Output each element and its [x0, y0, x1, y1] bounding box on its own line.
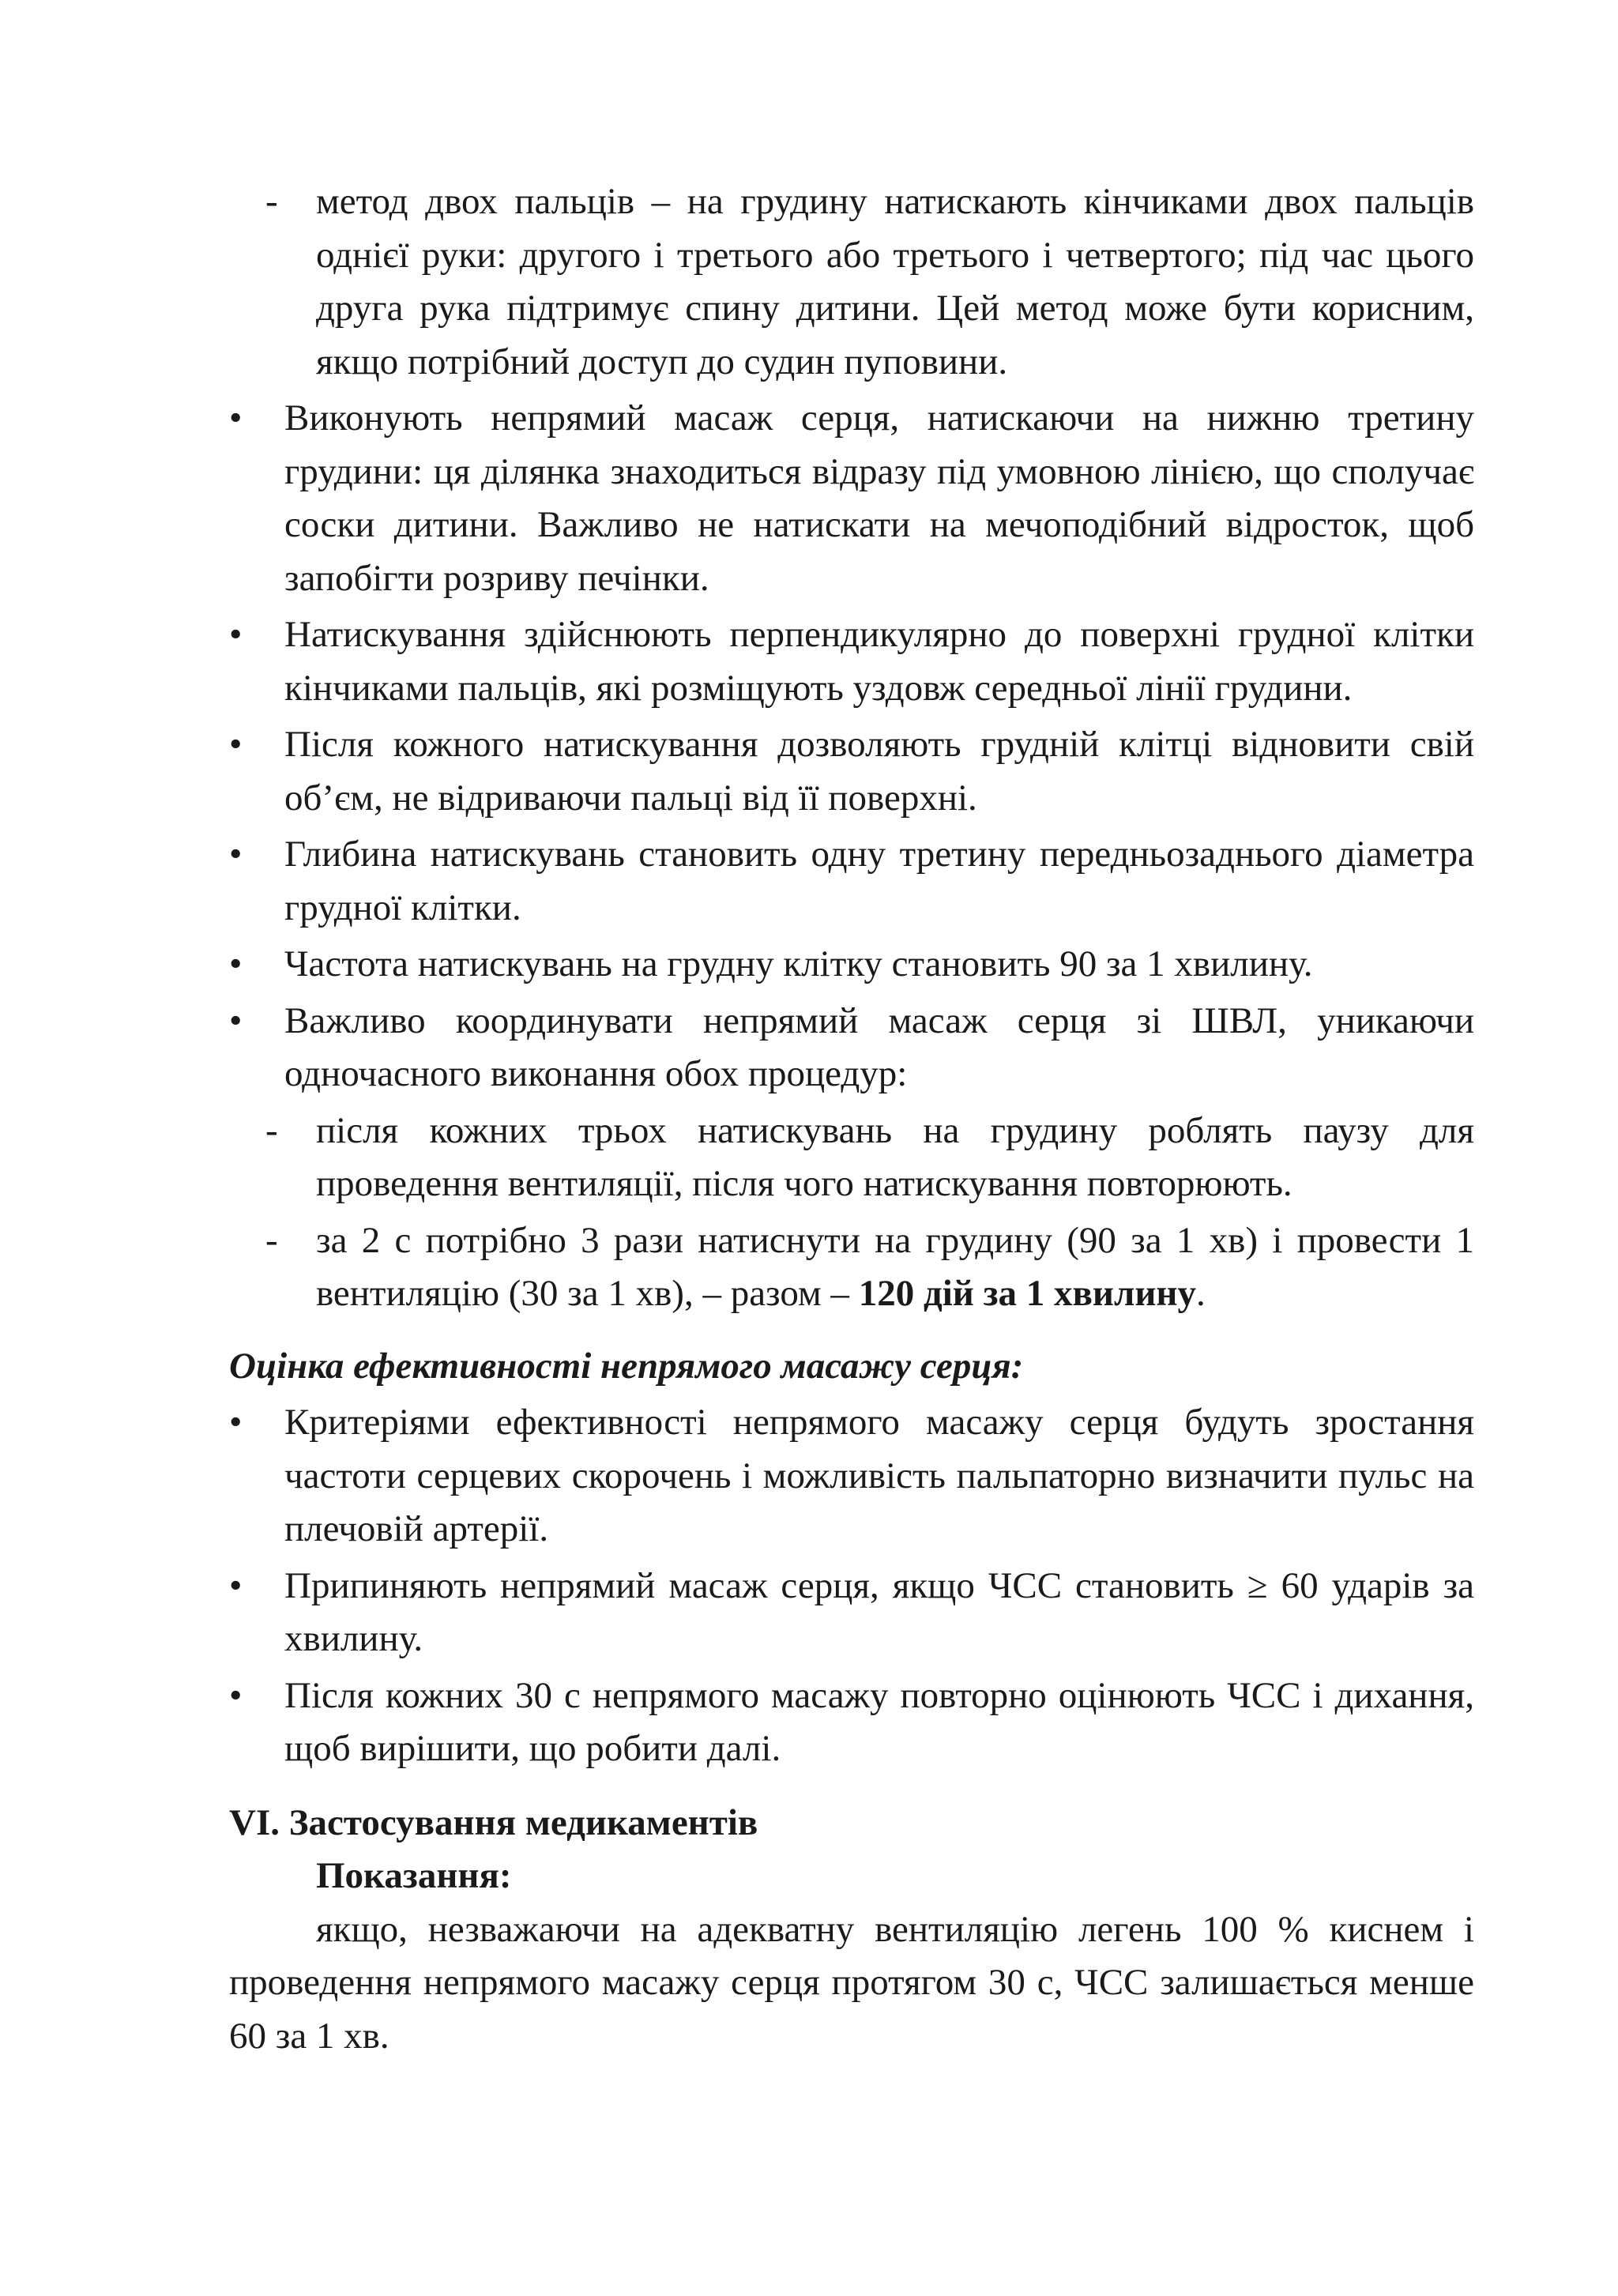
dash-marker: - [265, 181, 278, 222]
bold-emphasis: 120 дій за 1 хвилину [858, 1273, 1196, 1314]
list-item-bullet [229, 938, 1474, 992]
cpr-technique-list [229, 175, 1474, 1211]
dash-marker: - [265, 1109, 278, 1151]
evaluation-list [229, 1396, 1474, 1776]
list-item-dash [229, 1214, 1474, 1321]
list-item-text: Після кожних 30 с непрямого масажу повторно оцінюють ЧСС і дихання, щоб вирішити, що робити далі. [284, 1674, 1474, 1769]
list-item-text: Натискування здійснюють перпендикулярно до поверхні грудної клітки кінчиками пальців, які розміщують уздовж середньої лінії грудини. [284, 614, 1474, 709]
list-item-text: після кожних трьох натискувань на грудину роблять паузу для проведення вентиляції, після чого натискування повторюють. [316, 1109, 1474, 1204]
list-item-bullet [229, 608, 1474, 715]
indications-heading: Показання: [316, 1855, 512, 1896]
evaluation-heading: Оцінка ефективності непрямого масажу серця: [229, 1345, 1024, 1387]
indications-paragraph: якщо, незважаючи на адекватну вентиляцію легень 100 % киснем і проведення непрямого масажу серця протягом 30 с, ЧСС залишається менше 60 за 1 хв. [229, 1908, 1474, 2057]
list-item-dash [229, 1105, 1474, 1211]
dash-marker: - [265, 1219, 278, 1261]
document-page [229, 175, 1474, 2063]
bullet-marker: • [229, 724, 243, 765]
list-item-bullet [229, 828, 1474, 935]
list-item-text: Частота натискувань на грудну клітку становить 90 за 1 хвилину. [284, 943, 1313, 984]
bullet-marker: • [229, 1674, 243, 1716]
bullet-marker: • [229, 943, 243, 984]
bullet-marker: • [229, 614, 243, 655]
list-item-tail: . [1195, 1273, 1206, 1314]
list-item-bullet [229, 1669, 1474, 1776]
bullet-marker: • [229, 999, 243, 1041]
list-item-text: за 2 с потрібно 3 рази натиснути на грудину (90 за 1 хв) і провести 1 вентиляцію (30 за 1 хв), – разом – [316, 1219, 1474, 1314]
list-item-text: Після кожного натискування дозволяють грудній клітці відновити свій об’єм, не відриваючи пальці від її поверхні. [284, 724, 1474, 819]
list-item-text: Виконують непрямий масаж серця, натискаючи на нижню третину грудини: ця ділянка знаходиться відразу під умовною лінією, що сполучає соски дитини. Важливо не натискати на мечоподібний відросток, щоб запобігти розриву печінки. [284, 397, 1474, 599]
list-item-bullet [229, 1396, 1474, 1556]
bullet-marker: • [229, 1402, 243, 1443]
list-item-text: Критеріями ефективності непрямого масажу серця будуть зростання частоти серцевих скорочень і можливість пальпаторно визначити пульс на плечовій артерії. [284, 1402, 1474, 1549]
list-item-bullet [229, 995, 1474, 1101]
list-item-dash [229, 175, 1474, 389]
bullet-marker: • [229, 1564, 243, 1606]
list-item-text: Важливо координувати непрямий масаж серця зі ШВЛ, уникаючи одночасного виконання обох процедур: [284, 999, 1474, 1094]
section-title: VI. Застосування медикаментів [229, 1801, 758, 1843]
list-item-text: Припиняють непрямий масаж серця, якщо ЧСС становить ≥ 60 ударів за хвилину. [284, 1564, 1474, 1659]
list-item-bullet [229, 392, 1474, 605]
list-item-text: метод двох пальців – на грудину натискають кінчиками двох пальців однієї руки: другого і третього або третього і четвертого; під час цього друга рука підтримує спину дитини. Цей метод може бути корисним, якщо потрібний доступ до судин пуповини. [316, 181, 1474, 382]
list-item-text: Глибина натискувань становить одну третину передньозаднього діаметра грудної клітки. [284, 834, 1474, 928]
list-item-bullet [229, 718, 1474, 825]
list-item-bullet [229, 1560, 1474, 1666]
bullet-marker: • [229, 397, 243, 438]
bullet-marker: • [229, 834, 243, 875]
